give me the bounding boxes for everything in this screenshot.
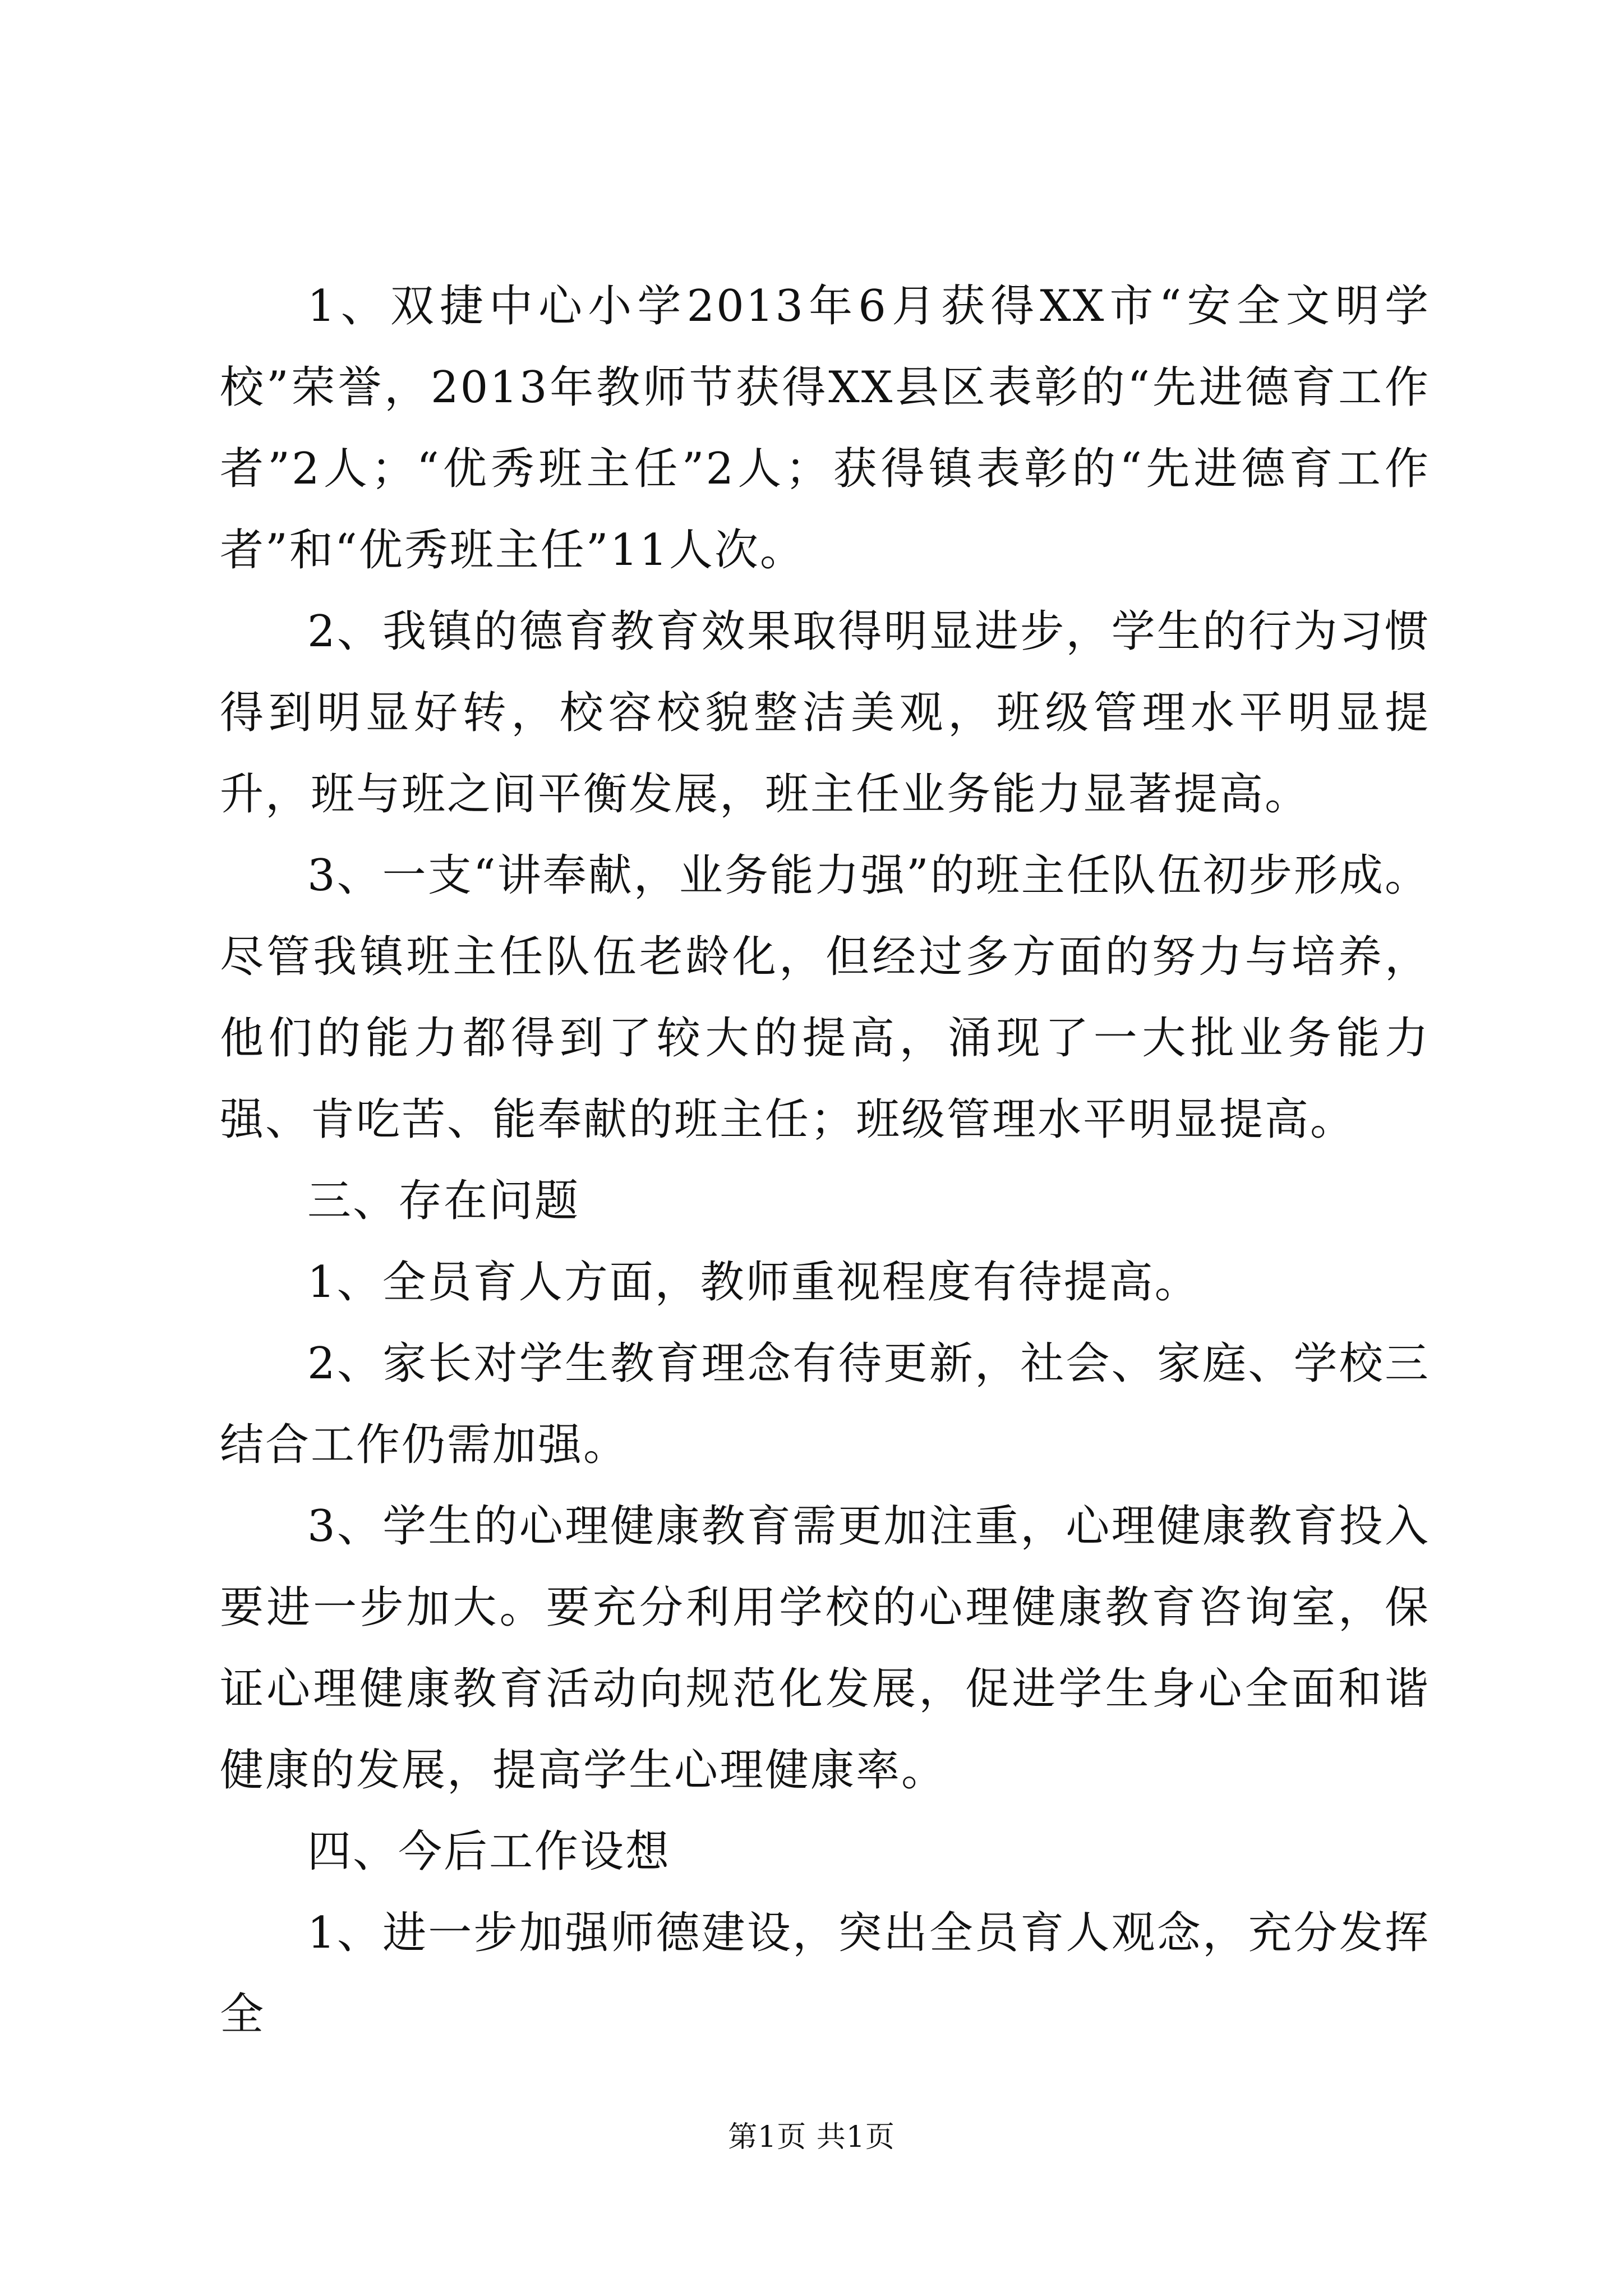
paragraph-awards: 1、双捷中心小学2013年6月获得XX市“安全文明学校”荣誉，2013年教师节获得XX县区表彰的“先进德育工作者”2人；“优秀班主任”2人；获得镇表彰的“先进德育工作者”和“优秀班主任”11人次。	[220, 281, 1430, 576]
paragraph-moral-education-progress: 2、我镇的德育教育效果取得明显进步，学生的行为习惯得到明显好转，校容校貌整洁美观，班级管理水平明显提升，班与班之间平衡发展，班主任业务能力显著提高。	[220, 606, 1430, 820]
paragraph-problem-2: 2、家长对学生教育理念有待更新，社会、家庭、学校三结合工作仍需加强。	[220, 1338, 1430, 1470]
section-heading-future-plans: 四、今后工作设想	[307, 1826, 671, 1877]
paragraph-teacher-team: 3、一支“讲奉献，业务能力强”的班主任队伍初步形成。尽管我镇班主任队伍老龄化，但经过多方面的努力与培养，他们的能力都得到了较大的提高，涌现了一大批业务能力强、肯吃苦、能奉献的班主任；班级管理水平明显提高。	[220, 850, 1430, 1145]
section-heading-problems: 三、存在问题	[307, 1176, 580, 1226]
paragraph-plan-1: 1、进一步加强师德建设，突出全员育人观念，充分发挥全	[220, 1908, 1430, 2040]
document-body	[220, 266, 1430, 2055]
paragraph-problem-3: 3、学生的心理健康教育需更加注重，心理健康教育投入要进一步加大。要充分利用学校的心理健康教育咨询室，保证心理健康教育活动向规范化发展，促进学生身心全面和谐健康的发展，提高学生心理健康率。	[220, 1501, 1430, 1796]
page-footer: 第1页 共1页	[728, 2120, 895, 2154]
paragraph-problem-1: 1、全员育人方面，教师重视程度有待提高。	[307, 1257, 1200, 1308]
